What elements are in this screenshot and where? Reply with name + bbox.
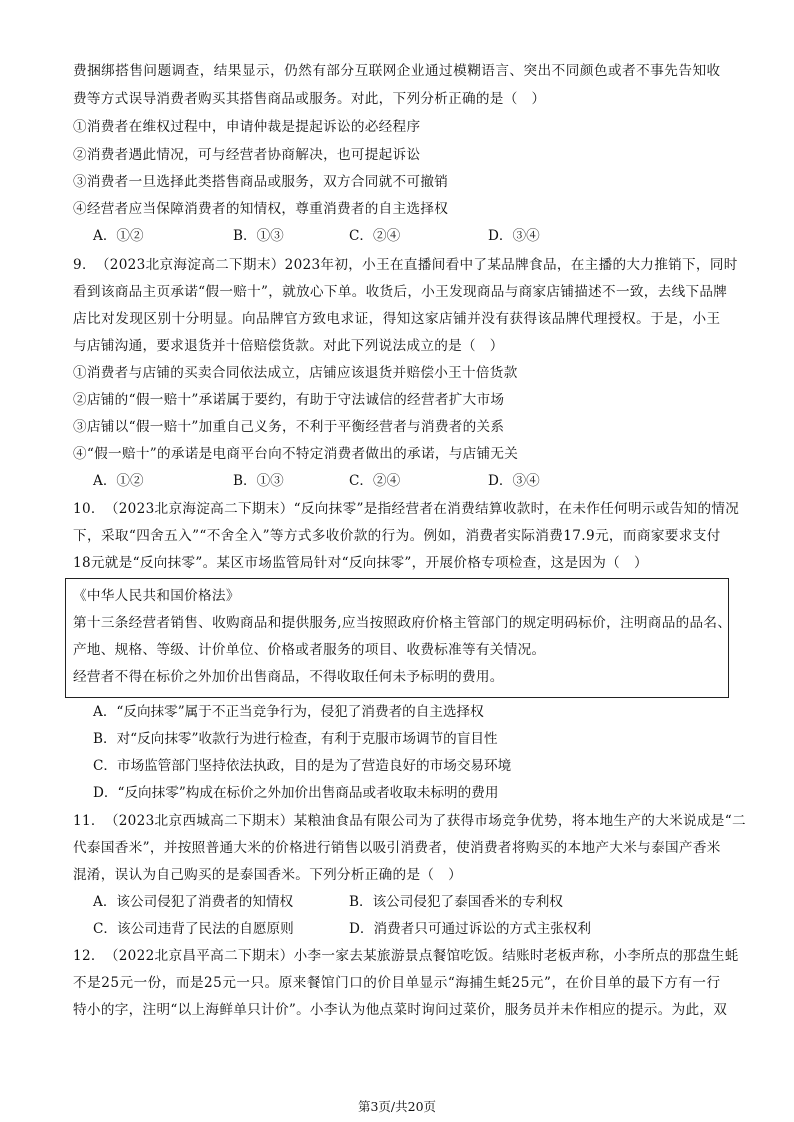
q9-stem-line-1: 9 ． （ 2 0 2 3 北 京 海 淀 高 二 下 期 末 ） 2 0 2 3 年 初 ， 小 王 在 直 播 间 看 中 了 某 品 牌 食 品 ， 在 主 播 的 大 力 推 销 下 ， 同 时 xyxy=(73,257,738,273)
law-line-1: 第 十 三 条 经 营 者 销 售 、 收 购 商 品 和 提 供 服 务 , 应 当 按 照 政 府 价 格 主 管 部 门 的 规 定 明 码 标 价 ， 注 明 商 品 的 品 名 、 xyxy=(73,615,732,631)
q11-stem-line-3: 混淆，误认为自己购买的是泰国香米。下列分析正确的是（ ） xyxy=(73,867,463,883)
q8-statement-1: ①消费者在维权过程中，申请仲裁是提起诉讼的必经程序 xyxy=(73,119,421,135)
q9-stem-line-4: 与店铺沟通，要求退货并十倍赔偿货款。对此下列说法成立的是（ ） xyxy=(73,338,504,354)
q9-statement-3: ③店铺以“假一赔十”加重自己义务，不利于平衡经营者与消费者的关系 xyxy=(73,419,505,435)
q11-option-a: A．该公司侵犯了消费者的知情权 xyxy=(93,894,294,910)
q11-stem-line-2: 代 泰 国 香 米 ” ， 并 按 照 普 通 大 米 的 价 格 进 行 销 售 以 吸 引 消 费 者 ， 使 消 费 者 将 购 买 的 本 地 产 大 米 与 泰 国 产 香 米 xyxy=(73,840,721,856)
q8-option-a: A．①② xyxy=(93,228,144,244)
q11-option-c: C．该公司违背了民法的自愿原则 xyxy=(93,921,294,937)
q11-option-d: D．消费者只可通过诉讼的方式主张权利 xyxy=(349,921,591,937)
q8-statement-3: ③消费者一旦选择此类搭售商品或服务，双方合同就不可撤销 xyxy=(73,174,449,190)
q10-option-c: C．市场监管部门坚持依法执政，目的是为了营造良好的市场交易环境 xyxy=(93,758,512,774)
q12-stem-line-1: 1 2 ． （ 2 0 2 2 北 京 昌 平 高 二 下 期 末 ） 小 李 一 家 去 某 旅 游 景 点 餐 馆 吃 饭 。 结 账 时 老 板 声 称 ， 小 李 所 点 的 那 盘 生 蚝 xyxy=(73,948,739,964)
q8-statement-4: ④经营者应当保障消费者的知情权，尊重消费者的自主选择权 xyxy=(73,201,449,217)
q8-option-d: D．③④ xyxy=(488,228,540,244)
q12-stem-line-3: 特 小 的 字 ， 注 明 “ 以 上 海 鲜 单 只 计 价 ” 。 小 李 认 为 他 点 菜 时 询 问 过 菜 价 ， 服 务 员 并 未 作 相 应 的 提 示 。 为 此 ， 双 xyxy=(73,1002,728,1018)
q9-statement-1: ①消费者与店铺的买卖合同依法成立，店铺应该退货并赔偿小王十倍货款 xyxy=(73,365,518,381)
q8-stem-line-1: 费 捆 绑 搭 售 问 题 调 查 ， 结 果 显 示 ， 仍 然 有 部 分 互 联 网 企 业 通 过 模 糊 语 言 、 突 出 不 同 颜 色 或 者 不 事 先 告 知 收 xyxy=(73,63,721,79)
q9-stem-line-2: 看 到 该 商 品 主 页 承 诺 “ 假 一 赔 十 ” ， 就 放 心 下 单 。 收 货 后 ， 小 王 发 现 商 品 与 商 家 店 铺 描 述 不 一 致 ， 去 线 下 品 牌 xyxy=(73,284,728,300)
q8-stem-line-2: 费等方式误导消费者购买其搭售商品或服务。对此，下列分析正确的是（ ） xyxy=(73,91,546,107)
law-line-3: 经营者不得在标价之外加价出售商品，不得收取任何未予标明的费用。 xyxy=(73,669,504,685)
page-number: 第3页/共20页 xyxy=(357,1099,437,1114)
q8-statement-2: ②消费者遇此情况，可与经营者协商解决，也可提起诉讼 xyxy=(73,147,421,163)
q9-statement-2: ②店铺的“假一赔十”承诺属于要约，有助于守法诚信的经营者扩大市场 xyxy=(73,392,505,408)
q9-statement-4: ④“假一赔十”的承诺是电商平台向不特定消费者做出的承诺，与店铺无关 xyxy=(73,446,519,462)
q9-stem-line-3: 店 比 对 发 现 区 别 十 分 明 显 。 向 品 牌 官 方 致 电 求 证 ， 得 知 这 家 店 铺 并 没 有 获 得 该 品 牌 代 理 授 权 。 于 是 ， 小 王 xyxy=(73,311,721,327)
q12-stem-line-2: 不 是 2 5 元 一 份 ， 而 是 2 5 元 一 只 。 原 来 餐 馆 门 口 的 价 目 单 显 示 “ 海 捕 生 蚝 2 5 元 ” ， 在 价 目 单 的 最 下 方 有 一 行 xyxy=(73,975,721,991)
q10-option-b: B．对“反向抹零”收款行为进行检查，有利于克服市场调节的盲目性 xyxy=(93,731,498,747)
q10-option-a: A．“反向抹零”属于不正当竞争行为，侵犯了消费者的自主选择权 xyxy=(93,704,484,720)
q9-option-d: D．③④ xyxy=(488,473,540,489)
q11-option-b: B．该公司侵犯了泰国香米的专利权 xyxy=(349,894,563,910)
q9-option-b: B．①③ xyxy=(233,473,284,489)
q11-stem-line-1: 1 1 ． （ 2 0 2 3 北 京 西 城 高 二 下 期 末 ） 某 粮 油 食 品 有 限 公 司 为 了 获 得 市 场 竞 争 优 势 ， 将 本 地 生 产 的 大 米 说 成 是 “ 二 xyxy=(73,813,746,829)
q8-option-b: B．①③ xyxy=(233,228,284,244)
law-title: 《中华人民共和国价格法》 xyxy=(73,588,240,604)
law-line-2: 产地、规格、等级、计价单位、价格或者服务的项目、收费标准等有关情况。 xyxy=(73,642,546,658)
q10-stem-line-3: 18元就是“反向抹零”。某区市场监管局针对“反向抹零”，开展价格专项检查，这是因为（ ） xyxy=(73,555,648,571)
q10-option-d: D．“反向抹零”构成在标价之外加价出售商品或者收取未标明的费用 xyxy=(93,785,499,801)
q10-stem-line-1: 1 0 ． （ 2 0 2 3 北 京 海 淀 高 二 下 期 末 ） “ 反 向 抹 零 ” 是 指 经 营 者 在 消 费 结 算 收 款 时 ， 在 未 作 任 何 明 示 或 告 知 的 情 况 xyxy=(73,501,740,517)
q10-stem-line-2: 下 ， 采 取 “ 四 舍 五 入 ” “ 不 舍 全 入 ” 等 方 式 多 收 价 款 的 行 为 。 例 如 ， 消 费 者 实 际 消 费 1 7 . 9 元 ， 而 商 家 要 求 支 付 xyxy=(73,528,721,544)
q9-option-c: C．②④ xyxy=(349,473,401,489)
q8-option-c: C．②④ xyxy=(349,228,401,244)
q9-option-a: A．①② xyxy=(93,473,144,489)
